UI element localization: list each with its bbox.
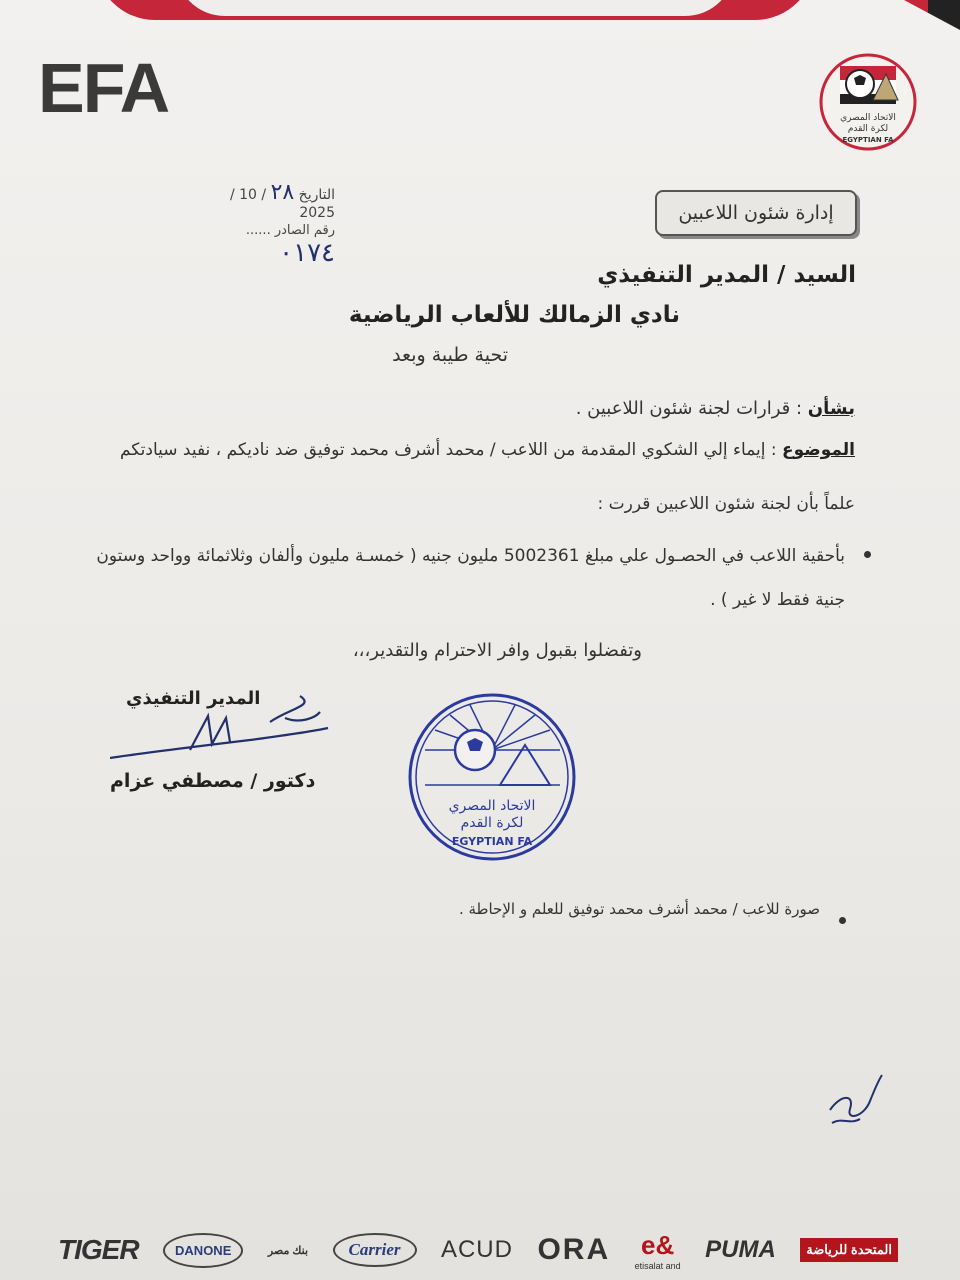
svg-text:لكرة القدم: لكرة القدم xyxy=(847,124,889,134)
sponsor-eand-logo: e& xyxy=(640,1229,675,1260)
svg-text:EGYPTIAN FA: EGYPTIAN FA xyxy=(842,136,894,144)
sponsor-bar xyxy=(58,1225,898,1275)
letter-date xyxy=(200,180,335,221)
signer-title: المدير التنفيذي xyxy=(126,688,261,709)
date-day-handwritten: ٢٨ xyxy=(270,180,295,205)
efa-crest-icon xyxy=(818,52,918,152)
svg-text:الاتحاد المصري: الاتحاد المصري xyxy=(448,798,536,814)
header-band-inner xyxy=(175,0,735,16)
sponsor-banque-misr: بنك مصر xyxy=(267,1244,309,1257)
handwritten-signature-icon xyxy=(110,688,330,768)
addressee-title: السيد / المدير التنفيذي xyxy=(597,262,856,288)
topic-label: الموضوع xyxy=(782,440,855,460)
bullet-dot xyxy=(864,551,871,558)
sponsor-carrier: Carrier xyxy=(333,1233,417,1267)
signer-name: دكتور / مصطفي عزام xyxy=(110,770,316,792)
subject-label: بشأن xyxy=(807,398,855,419)
addressee-club: نادي الزمالك للألعاب الرياضية xyxy=(348,302,680,328)
decision-text: بأحقية اللاعب في الحصـول علي مبلغ 5002361 مليون جنيه ( خمسـة مليون وألفان وثلاثمائة وواحد وستون جنية فقط لا غير ) . xyxy=(96,546,845,610)
letter-meta xyxy=(200,180,335,268)
sponsor-eand-sub: etisalat and xyxy=(634,1260,681,1271)
number-handwritten: ٠١٧٤ xyxy=(279,238,335,268)
cc-text: صورة للاعب / محمد أشرف محمد توفيق للعلم و الإحاطة . xyxy=(458,900,820,918)
sponsor-eand xyxy=(635,1230,681,1271)
subject-text: : قرارات لجنة شئون اللاعبين . xyxy=(575,398,803,419)
date-month-year: / 10 / 2025 xyxy=(229,187,335,221)
cc-item xyxy=(459,900,820,918)
sponsor-ora: ORA xyxy=(537,1233,611,1266)
department-box: إدارة شئون اللاعبين xyxy=(655,190,857,236)
svg-text:لكرة القدم: لكرة القدم xyxy=(460,815,524,831)
topic-text: : إيماء إلي الشكوي المقدمة من اللاعب / محمد أشرف محمد توفيق ضد ناديكم ، نفيد سيادتكم xyxy=(119,440,777,460)
efa-logo: EFA xyxy=(38,49,169,127)
greeting: تحية طيبة وبعد xyxy=(392,344,508,366)
sponsor-acud: ACUD xyxy=(440,1236,513,1263)
decision-item xyxy=(85,534,845,622)
sponsor-danone: DANONE xyxy=(163,1233,243,1268)
handwritten-initials-icon xyxy=(820,1065,890,1135)
sponsor-tiger: TIGER xyxy=(58,1234,139,1265)
date-label: التاريخ xyxy=(298,187,335,203)
sponsor-puma: PUMA xyxy=(705,1236,776,1263)
subject-line xyxy=(576,398,855,419)
number-label: رقم الصادر xyxy=(274,223,335,238)
topic-line xyxy=(120,440,855,460)
committee-note: علماً بأن لجنة شئون اللاعبين قررت : xyxy=(597,494,855,514)
efa-stamp-icon xyxy=(405,690,580,865)
sponsor-ministry: المتحدة للرياضة xyxy=(800,1238,898,1262)
closing-line: وتفضلوا بقبول وافر الاحترام والتقدير،،، xyxy=(352,640,642,661)
outgoing-number: رقم الصادر ...... ٠١٧٤ xyxy=(245,223,335,268)
bullet-dot xyxy=(839,917,846,924)
svg-text:EGYPTIAN FA: EGYPTIAN FA xyxy=(451,835,533,848)
svg-text:الاتحاد المصري: الاتحاد المصري xyxy=(840,113,896,123)
